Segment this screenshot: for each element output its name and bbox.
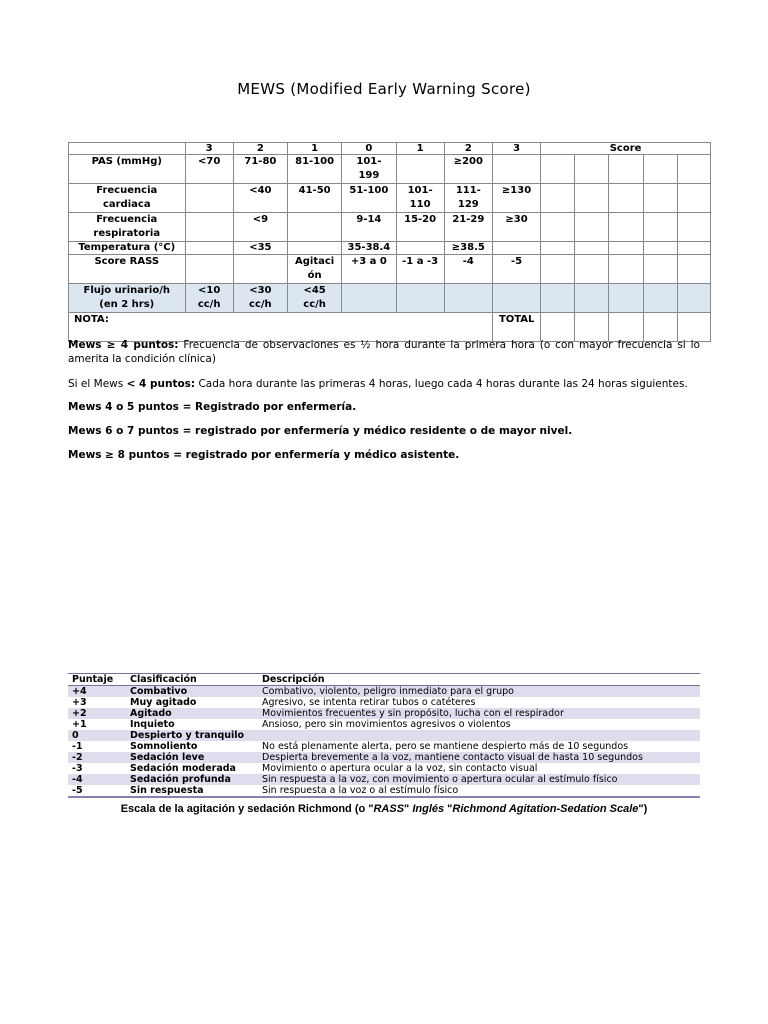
mews-cell: -1 a -3 [396, 255, 444, 284]
mews-cell: ≥38.5 [444, 242, 492, 255]
mews-cell: <70 [185, 155, 233, 184]
mews-cell: <30 cc/h [233, 284, 287, 313]
mews-cell: ≥200 [444, 155, 492, 184]
rass-classification: Agitado [126, 708, 258, 719]
note-mews-lt4-prefix: Si el Mews [68, 378, 127, 390]
mews-row-label: PAS (mmHg) [69, 155, 186, 184]
rass-score: +1 [72, 719, 87, 730]
mews-cell: <40 [233, 184, 287, 213]
rass-description: Ansioso, pero sin movimientos agresivos o violentos [262, 719, 511, 730]
mews-cell [492, 284, 540, 313]
score-cell [541, 242, 575, 255]
score-cell [643, 155, 677, 184]
rass-header-cell: Clasificación [126, 674, 258, 686]
mews-cell: 41-50 [288, 184, 342, 213]
mews-header-cell: 1 [396, 143, 444, 155]
mews-table [68, 142, 711, 342]
mews-row-label: Temperatura (°C) [69, 242, 186, 255]
score-cell [609, 155, 643, 184]
mews-header-cell: 3 [185, 143, 233, 155]
mews-cell: -5 [492, 255, 540, 284]
mews-row [69, 155, 711, 184]
rass-classification: Inquieto [130, 719, 175, 730]
rass-row [68, 785, 700, 797]
mews-cell: <45 cc/h [288, 284, 342, 313]
score-header: Score [541, 143, 711, 155]
score-cell [575, 255, 609, 284]
rass-classification: Somnoliento [130, 741, 198, 752]
rass-classification: Despierto y tranquilo [126, 730, 258, 741]
rass-classification: Sedación leve [126, 752, 258, 763]
score-cell [575, 242, 609, 255]
mews-cell: ≥130 [492, 184, 540, 213]
mews-row-label: Flujo urinario/h (en 2 hrs) [69, 284, 186, 313]
note-mews-ge4-text: Frecuencia de observaciones es ½ hora durante la primera hora (o con mayor frecuencia si lo amerita la condición clínica) [68, 339, 700, 365]
rass-score: -2 [68, 752, 126, 763]
mews-cell [492, 242, 540, 255]
mews-cell [342, 284, 396, 313]
mews-cell: +3 a 0 [342, 255, 396, 284]
rass-description [258, 730, 700, 741]
score-cell [575, 213, 609, 242]
rass-header-row [68, 674, 700, 686]
mews-cell [185, 184, 233, 213]
mews-header-row [69, 143, 711, 155]
mews-header-cell: 2 [444, 143, 492, 155]
page-title: MEWS (Modified Early Warning Score) [237, 80, 531, 98]
rass-score: 0 [68, 730, 126, 741]
mews-row [69, 184, 711, 213]
score-cell [643, 255, 677, 284]
mews-cell [396, 284, 444, 313]
mews-cell [185, 213, 233, 242]
rass-row [68, 774, 700, 785]
score-cell [575, 284, 609, 313]
score-cell [677, 242, 710, 255]
mews-cell: 21-29 [444, 213, 492, 242]
mews-cell: Agitaci ón [288, 255, 342, 284]
mews-header-cell: 3 [492, 143, 540, 155]
mews-cell: <35 [233, 242, 287, 255]
score-cell [643, 213, 677, 242]
mews-header-cell: 1 [288, 143, 342, 155]
mews-cell [185, 242, 233, 255]
total-label: TOTAL [492, 313, 540, 342]
score-cell [609, 184, 643, 213]
mews-cell [396, 242, 444, 255]
rass-classification: Sin respuesta [130, 785, 204, 796]
mews-cell: 71-80 [233, 155, 287, 184]
mews-cell [492, 155, 540, 184]
caption-ingles: Inglés [412, 803, 445, 815]
caption-text: " [404, 803, 413, 815]
rass-description: Movimiento o apertura ocular a la voz, sin contacto visual [262, 763, 538, 774]
rass-description: Sin respuesta a la voz, con movimiento o apertura ocular al estímulo físico [258, 774, 700, 785]
rass-classification: Combativo [126, 686, 258, 698]
rass-description: No está plenamente alerta, pero se mantiene despierto más de 10 segundos [262, 741, 629, 752]
mews-cell [288, 242, 342, 255]
rass-classification: Sedación moderada [130, 763, 236, 774]
rass-row [68, 763, 700, 774]
caption-text: " [444, 803, 453, 815]
score-cell [541, 284, 575, 313]
mews-row [69, 242, 711, 255]
mews-row-label: Frecuencia cardiaca [69, 184, 186, 213]
score-cell [677, 213, 710, 242]
rass-caption [0, 803, 768, 815]
note-mews-4-5: Mews 4 o 5 puntos = Registrado por enfermería. [68, 401, 357, 413]
note-mews-ge8: Mews ≥ 8 puntos = registrado por enfermería y médico asistente. [68, 449, 460, 461]
mews-cell: <9 [233, 213, 287, 242]
rass-score: +3 [72, 697, 87, 708]
mews-cell [233, 255, 287, 284]
rass-row [68, 719, 700, 730]
score-cell [575, 155, 609, 184]
mews-header-cell: 0 [342, 143, 396, 155]
mews-cell: <10 cc/h [185, 284, 233, 313]
rass-description: Combativo, violento, peligro inmediato para el grupo [258, 686, 700, 698]
score-cell [677, 284, 710, 313]
mews-cell: 111- 129 [444, 184, 492, 213]
mews-header-cell [69, 143, 186, 155]
rass-description: Movimientos frecuentes y sin propósito, lucha con el respirador [258, 708, 700, 719]
mews-cell: 101- 110 [396, 184, 444, 213]
rass-description: Agresivo, se intenta retirar tubos o catéteres [262, 697, 476, 708]
rass-score: -4 [68, 774, 126, 785]
nota-label: NOTA: [69, 313, 493, 342]
note-mews-ge4 [68, 338, 700, 366]
mews-header-cell: 2 [233, 143, 287, 155]
mews-cell: 35-38.4 [342, 242, 396, 255]
rass-score: +4 [68, 686, 126, 698]
mews-cell: 81-100 [288, 155, 342, 184]
rass-row [68, 741, 700, 752]
mews-cell: -4 [444, 255, 492, 284]
mews-cell: 51-100 [342, 184, 396, 213]
score-cell [609, 213, 643, 242]
score-cell [541, 255, 575, 284]
mews-cell [288, 213, 342, 242]
score-cell [541, 184, 575, 213]
note-mews-lt4-text: Cada hora durante las primeras 4 horas, luego cada 4 horas durante las 24 horas siguientes. [195, 378, 688, 390]
rass-score: +2 [68, 708, 126, 719]
score-cell [541, 155, 575, 184]
rass-row [68, 697, 700, 708]
mews-cell: 9-14 [342, 213, 396, 242]
caption-rass: RASS [373, 803, 405, 815]
mews-row [69, 284, 711, 313]
score-cell [677, 255, 710, 284]
rass-header-cell: Puntaje [68, 674, 126, 686]
rass-score: -5 [72, 785, 83, 796]
score-cell [643, 284, 677, 313]
mews-cell: 101- 199 [342, 155, 396, 184]
note-mews-6-7: Mews 6 o 7 puntos = registrado por enfermería y médico residente o de mayor nivel. [68, 425, 573, 437]
rass-row [68, 752, 700, 763]
score-cell [643, 242, 677, 255]
score-cell [541, 213, 575, 242]
rass-header-cell: Descripción [258, 674, 700, 686]
rass-row [68, 686, 700, 698]
note-mews-lt4 [68, 377, 700, 391]
score-cell [609, 242, 643, 255]
mews-cell: ≥30 [492, 213, 540, 242]
mews-row-label: Score RASS [69, 255, 186, 284]
score-cell [609, 284, 643, 313]
mews-cell [444, 284, 492, 313]
score-cell [609, 255, 643, 284]
rass-row [68, 730, 700, 741]
rass-description: Sin respuesta a la voz o al estímulo físico [262, 785, 459, 796]
mews-row [69, 255, 711, 284]
caption-english-name: Richmond Agitation-Sedation Scale [452, 803, 639, 815]
mews-row-label: Frecuencia respiratoria [69, 213, 186, 242]
caption-text: ") [638, 803, 648, 815]
mews-cell [396, 155, 444, 184]
score-cell [677, 155, 710, 184]
score-cell [677, 184, 710, 213]
caption-text: Escala de la agitación y sedación Richmond (o " [120, 803, 374, 815]
note-mews-lt4-bold: < 4 puntos: [126, 378, 196, 390]
rass-classification: Sedación profunda [126, 774, 258, 785]
score-cell [575, 184, 609, 213]
rass-score: -1 [72, 741, 83, 752]
mews-cell [185, 255, 233, 284]
rass-description: Despierta brevemente a la voz, mantiene contacto visual de hasta 10 segundos [258, 752, 700, 763]
rass-score: -3 [72, 763, 83, 774]
rass-table [68, 673, 700, 798]
score-cell [643, 184, 677, 213]
mews-cell: 15-20 [396, 213, 444, 242]
mews-row [69, 213, 711, 242]
rass-row [68, 708, 700, 719]
note-mews-ge4-bold: Mews ≥ 4 puntos: [68, 339, 179, 351]
rass-classification: Muy agitado [130, 697, 197, 708]
